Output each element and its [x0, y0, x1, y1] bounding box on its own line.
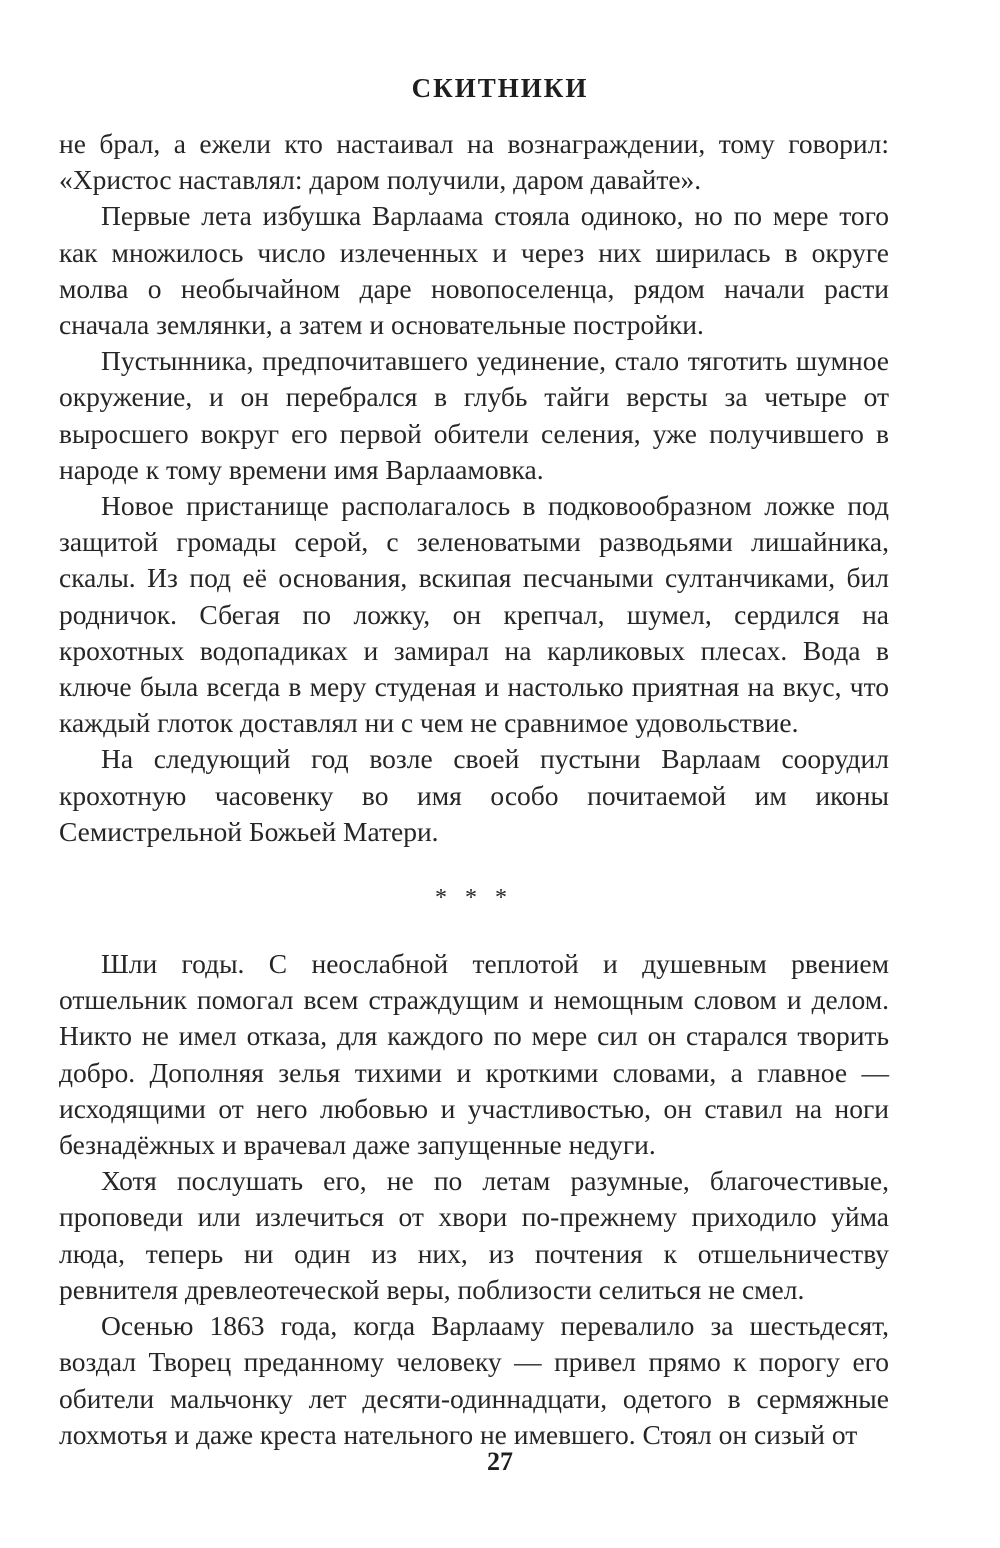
- paragraph: Осенью 1863 года, когда Варлааму перевалило за шестьдесят, воздал Творец преданному человеку — привел прямо к порогу его обители мальчонку лет десяти-одиннадцати, одетого в сермяжные лохмотья и даже креста нательного не имевшего. Стоял он сизый от: [59, 1310, 889, 1450]
- page-number: 27: [487, 1447, 513, 1476]
- body-text: [59, 126, 889, 1453]
- paragraph-continuation: не брал, а ежели кто настаивал на вознаграждении, тому говорил: «Христос наставлял: даром получили, даром давайте».: [59, 128, 889, 196]
- paragraph: Шли годы. С неослабной теплотой и душевным рвением отшельник помогал всем страждущим и немощным словом и делом. Никто не имел отказа, для каждого по мере сил он старался творить добро. Дополняя зелья тихими и кроткими словами, а главное — исходящими от него любовью и участливостью, он ставил на ноги безнадёжных и врачевал даже запущенные недуги.: [59, 948, 889, 1161]
- section-separator: * * *: [435, 885, 513, 912]
- paragraph: На следующий год возле своей пустыни Варлаам соорудил крохотную часовенку во имя особо почитаемой им иконы Семистрельной Божьей Матери.: [59, 743, 889, 847]
- paragraph: Хотя послушать его, не по летам разумные, благочестивые, проповеди или излечиться от хвори по-прежнему приходило уйма люда, теперь ни один из них, из почтения к отшельничеству ревнителя древлеотеческой веры, поблизости селиться не смел.: [59, 1165, 889, 1305]
- running-head-title: СКИТНИКИ: [411, 73, 589, 103]
- paragraph: Пустынника, предпочитавшего уединение, стало тяготить шумное окружение, и он перебрался в глубь тайги версты за четыре от выросшего вокруг его первой обители селения, уже получившего в народе к тому времени имя Варлаамовка.: [59, 345, 889, 485]
- paragraph: Первые лета избушка Варлаама стояла одиноко, но по мере того как множилось число излеченных и через них ширилась в округе молва о необычайном даре новопоселенца, рядом начали расти сначала землянки, а затем и основательные постройки.: [59, 200, 889, 341]
- paragraph: Новое пристанище располагалось в подковообразном ложке под защитой громады серой, с зеленоватыми разводьями лишайника, скалы. Из под её основания, вскипая песчаными султанчиками, бил родничок. Сбегая по ложку, он крепчал, шумел, сердился на крохотных водопадиках и замирал на карликовых плесах. Вода в ключе была всегда в меру студеная и настолько приятная на вкус, что каждый глоток доставлял ни с чем не сравнимое удовольствие.: [59, 490, 889, 739]
